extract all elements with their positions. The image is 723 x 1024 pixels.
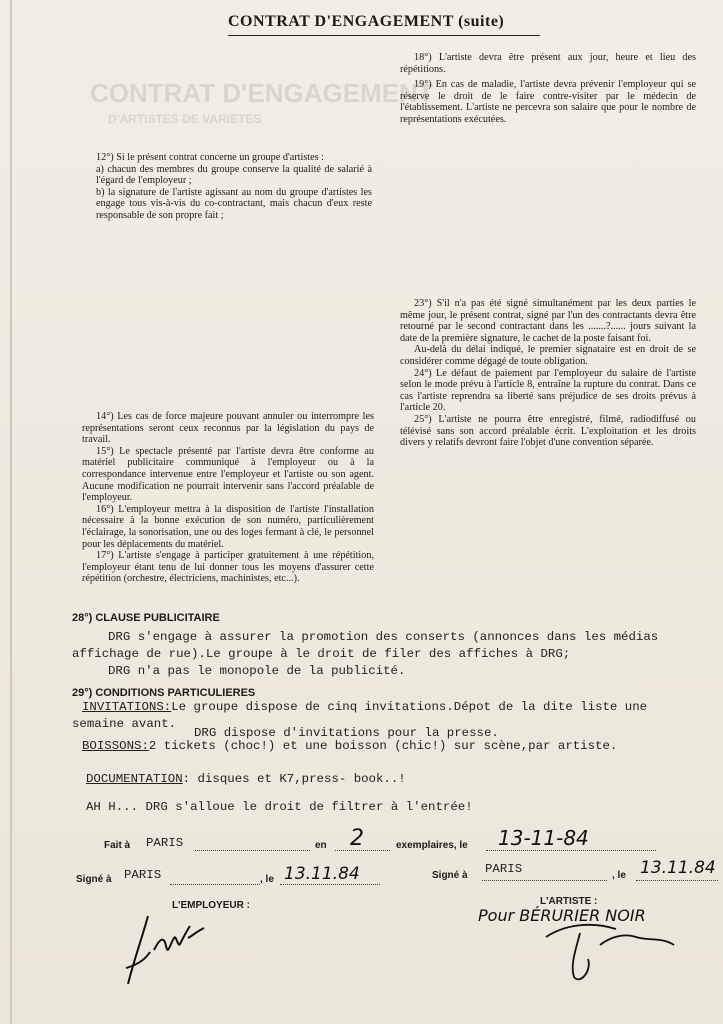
date-handwritten: 13-11-84 (498, 826, 589, 850)
article-12b: b) la signature de l'artiste agissant au nom du groupe d'artistes les engage tous vis-à-vis du co-contractant, mais chacun d'eux reste responsable de son propre fait ; (96, 186, 372, 221)
page-title: CONTRAT D'ENGAGEMENT (suite) (228, 13, 505, 30)
fait-city: PARIS (146, 836, 184, 850)
article-14: 14°) Les cas de force majeure pouvant annuler ou interrompre les représentations seront ceux reconnus par la législation du pays de travail. (82, 411, 374, 446)
clause-29-heading: 29°) CONDITIONS PARTICULIERES (72, 687, 256, 699)
article-12-block (82, 152, 372, 222)
article-17: 17°) L'artiste s'engage à participer gratuitement à une répétition, l'employeur étant tenu de lui donner tous les moyens d'assurer cette répétition (orchestre, électriciens, machinistes, etc...). (82, 550, 374, 585)
le-right-label: , le (612, 870, 626, 881)
page-edge (10, 0, 12, 1024)
boissons-label: BOISSONS: (82, 739, 149, 753)
invitations-press: DRG dispose d'invitations pour la presse. (194, 726, 499, 740)
invitations-label: INVITATIONS: (82, 700, 172, 714)
invitations-text-2: semaine avant. (72, 717, 177, 731)
employeur-label: L'EMPLOYEUR : (172, 900, 250, 911)
le-left-label: , le (260, 874, 274, 885)
artist-handwriting: Pour BÉRURIER NOIR (478, 906, 646, 925)
left-date-dots (280, 884, 380, 885)
ghost-subtitle: D'ARTISTES DE VARIETES (108, 112, 262, 126)
en-label: en (315, 840, 327, 851)
ghost-title: CONTRAT D'ENGAGEMENT (90, 78, 434, 108)
articles-14-17 (82, 411, 374, 585)
right-city: PARIS (485, 862, 523, 876)
artist-signature (540, 915, 690, 985)
right-city-dots (482, 880, 607, 881)
article-24: 24°) Le défaut de paiement par l'employeur du salaire de l'artiste selon le mode prévu à l'article 8, entraîne la rupture du contrat. Dans ce cas l'artiste reprendra sa liberté sans préjudice de ses droits prévus à l'article 20. (400, 367, 696, 414)
invitations-text: Le groupe dispose de cinq invitations.Dépot de la dite liste une (171, 700, 648, 714)
article-18: 18°) L'artiste devra être présent aux jour, heure et lieu des répétitions. (400, 52, 696, 75)
clause-28-heading: 28°) CLAUSE PUBLICITAIRE (72, 612, 220, 624)
articles-23-25 (400, 298, 696, 449)
copies-handwritten: 2 (350, 826, 364, 851)
left-city-dots (170, 884, 260, 885)
fait-dots (195, 850, 310, 851)
left-city: PARIS (124, 868, 162, 882)
exemplaires-label: exemplaires, le (396, 840, 468, 851)
artiste-label: L'ARTISTE : (540, 896, 598, 907)
boissons-line (82, 739, 617, 753)
documentation-text: : disques et K7,press- book..! (182, 772, 406, 786)
ah-line: AH H... DRG s'alloue le droit de filtrer à l'entrée! (86, 800, 473, 814)
article-16: 16°) L'employeur mettra à la disposition de l'artiste l'installation nécessaire à la bonne exécution de son numéro, particulièrement l'éclairage, la sonorisation, une ou des loges fermant à clé, le personnel pour les déplacements du matériel. (82, 503, 374, 550)
clause-28-line-2: affichage de rue).Le groupe à le droit de filer des affiches à DRG; (72, 647, 571, 661)
fait-a-label: Fait à (104, 840, 131, 851)
documentation-label: DOCUMENTATION (86, 772, 183, 786)
right-date: 13.11.84 (640, 858, 716, 878)
copies-dots (335, 850, 390, 851)
article-12a: a) chacun des membres du groupe conserve la qualité de salarié à l'égard de l'employeur ; (96, 163, 372, 187)
documentation-line (86, 772, 406, 786)
date-dots (486, 850, 656, 851)
article-19: 19°) En cas de maladie, l'artiste devra prévenir l'employeur qui se réserve le droit de le faire contre-visiter par le médecin de l'établissement. L'artiste ne percevra son salaire que pour le nombre de représentations exécutées. (400, 79, 696, 125)
clause-28-line-1: DRG s'engage à assurer la promotion des conserts (annonces dans les médias (108, 630, 659, 644)
articles-18-19 (400, 52, 696, 126)
right-date-dots (636, 880, 718, 881)
employer-signature (118, 908, 218, 988)
article-15: 15°) Le spectacle présenté par l'artiste devra être conforme au matériel publicitaire communiqué à l'employeur ou à la correspondance intervenue entre l'employeur et l'artiste ou son agent. Aucune modification ne pourrait intervenir sans l'accord préalable de l'employeur. (82, 445, 374, 504)
left-date: 13.11.84 (284, 864, 360, 884)
article-25: 25°) L'artiste ne pourra être enregistré, filmé, radiodiffusé ou télévisé sans son accord préalable écrit. L'exploitation et les droits divers y relatifs devront faire l'objet d'une convention séparée. (400, 413, 696, 449)
signe-a-right-label: Signé à (432, 870, 468, 881)
invitations-line (82, 700, 647, 714)
article-23-continued: Au-delà du délai indiqué, le premier signataire est en droit de se considérer comme dégagé de toute obligation. (400, 344, 696, 367)
article-12: 12°) Si le présent contrat concerne un groupe d'artistes : (96, 152, 324, 163)
title-underline (228, 35, 540, 36)
boissons-text: 2 tickets (choc!) et une boisson (chic!) sur scène,par artiste. (148, 739, 618, 753)
clause-28-line-3: DRG n'a pas le monopole de la publicité. (108, 664, 406, 678)
signe-a-left-label: Signé à (76, 874, 112, 885)
article-23: 23°) S'il n'a pas été signé simultanément par les deux parties le même jour, le présent contrat, signé par l'un des contractants devra être retourné par le second contractant dans les .......?...... jours suivant la date de la première signature, le cachet de la poste faisant foi. (400, 298, 696, 344)
